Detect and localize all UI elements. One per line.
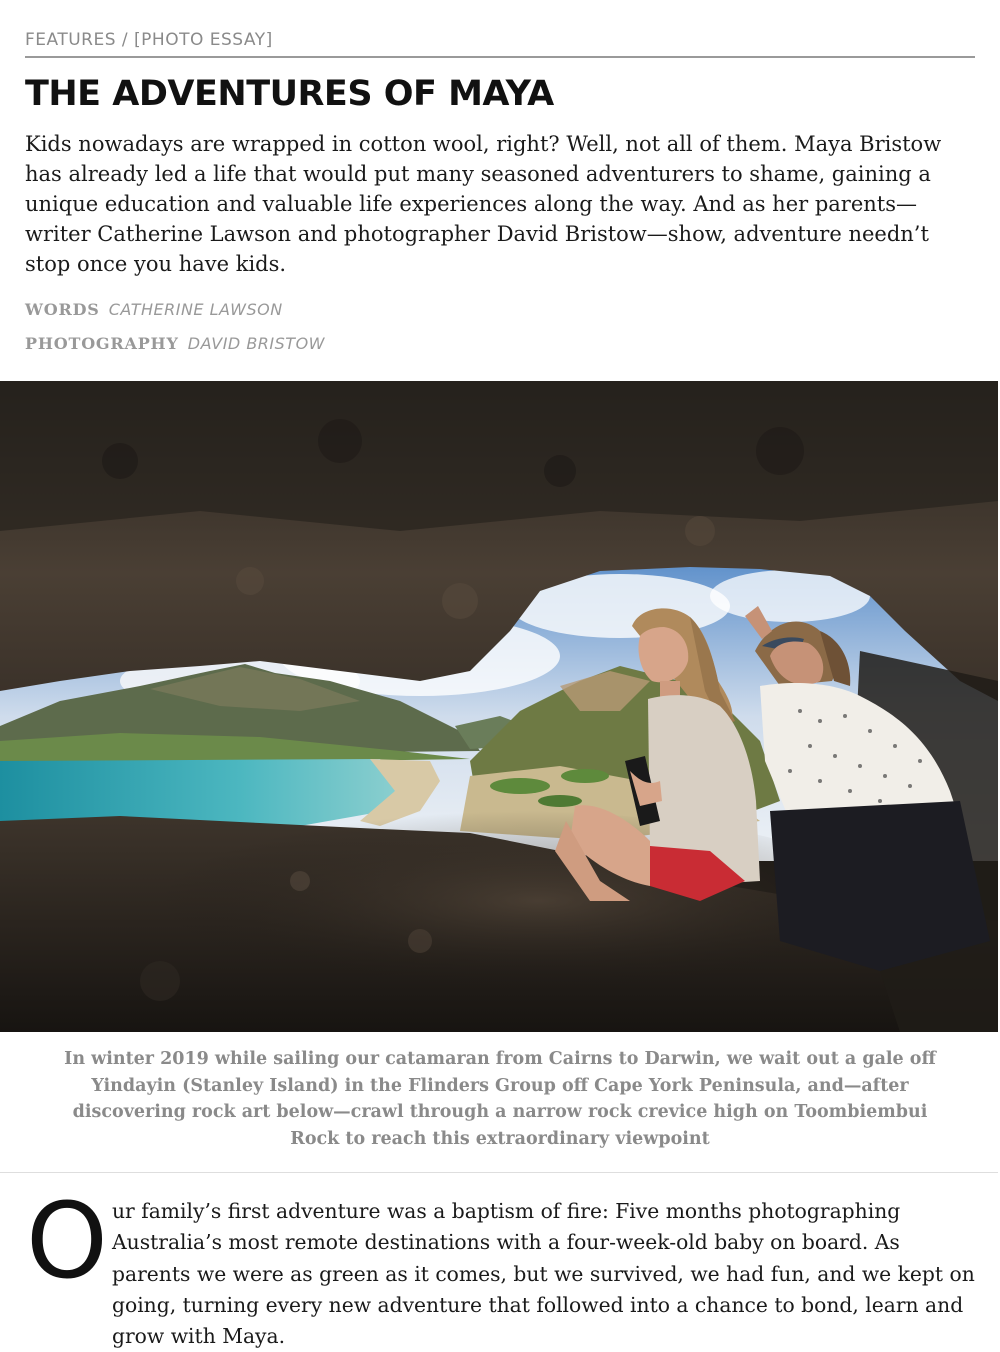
caption-rule	[0, 1172, 998, 1173]
words-credit-label: WORDS	[25, 300, 100, 319]
standfirst: Kids nowadays are wrapped in cotton wool, right? Well, not all of them. Maya Bristow has already led a life that would put many seasoned adventurers to shame, gaining a unique education and valuable life experiences along the way. And as her parents—writer Catherine Lawson and photographer David Bristow—show, adventure needn’t stop once you have kids.	[25, 132, 942, 276]
header-rule	[25, 56, 975, 58]
words-credit	[25, 300, 283, 319]
body-paragraph: ur family’s first adventure was a baptism of fire: Five months photographing Australia’s most remote destinations with a four-week-old baby on board. As parents we were as green as it comes, but we survived, we had fun, and we kept on going, turning every new adventure that followed into a chance to bond, learn and grow with Maya.	[112, 1199, 975, 1349]
words-credit-name: CATHERINE LAWSON	[108, 300, 283, 319]
photography-credit	[25, 334, 325, 353]
breadcrumb: FEATURES / [PHOTO ESSAY]	[25, 30, 273, 50]
photography-credit-label: PHOTOGRAPHY	[25, 334, 179, 353]
photo-caption: In winter 2019 while sailing our catamaran from Cairns to Darwin, we wait out a gale off Yindayin (Stanley Island) in the Flinders Group off Cape York Peninsula, and—after discovering rock art below—crawl through a narrow rock crevice high on Toombiembui Rock to reach this extraordinary viewpoint	[64, 1049, 936, 1149]
article-title: THE ADVENTURES OF MAYA	[25, 74, 554, 114]
photography-credit-name: DAVID BRISTOW	[187, 334, 325, 353]
hero-photo	[0, 381, 998, 1032]
drop-cap: O	[26, 1180, 108, 1302]
